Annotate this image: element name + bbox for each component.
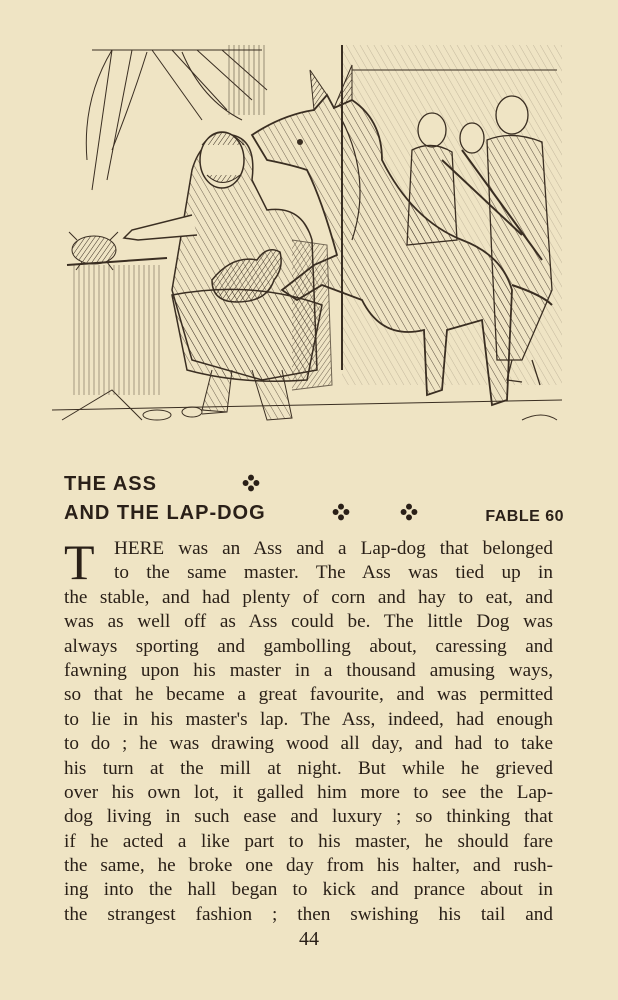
text-line: to lie in his master's lap. The Ass, indeed, had enough (64, 708, 553, 730)
text-line: to do ; he was drawing wood all day, and had to take (64, 733, 553, 755)
text-line: fawning upon his master in a thousand amusing ways, (64, 659, 553, 681)
title-line-1 (64, 470, 564, 499)
floral-ornament-icon (400, 503, 418, 521)
text-line: to the same master. The Ass was tied up in (114, 562, 553, 584)
fable-illustration (52, 40, 562, 432)
drop-cap: T (64, 534, 95, 590)
text-line: over his own lot, it galled him more to see the Lap- (64, 781, 553, 803)
floral-ornament-icon (332, 503, 350, 521)
text-line: dog living in such ease and luxury ; so thinking that (64, 806, 553, 828)
title-text-line-1: THE ASS (64, 473, 157, 495)
floral-ornament-icon (242, 474, 260, 492)
page-number: 44 (299, 928, 319, 950)
text-line: his turn at the mill at night. But while he grieved (64, 757, 553, 779)
fable-body (64, 534, 553, 927)
text-line: if he acted a like part to his master, he should fare (64, 830, 553, 852)
text-line: so that he became a great favourite, and was permitted (64, 684, 553, 706)
fable-heading (64, 470, 564, 528)
title-line-2 (64, 499, 564, 528)
text-line: the stable, and had plenty of corn and hay to eat, and (64, 586, 553, 608)
title-text-line-2: AND THE LAP-DOG (64, 502, 266, 524)
text-line: the strangest fashion ; then swishing his tail and (64, 903, 553, 925)
text-line: ing into the hall began to kick and prance about in (64, 879, 553, 901)
text-line: was as well off as Ass could be. The little Dog was (64, 611, 553, 633)
fable-number: FABLE 60 (485, 508, 564, 525)
text-line: HERE was an Ass and a Lap-dog that belonged (114, 538, 553, 559)
text-line: the same, he broke one day from his halter, and rush- (64, 855, 553, 877)
text-line: always sporting and gambolling about, caressing and (64, 635, 553, 657)
